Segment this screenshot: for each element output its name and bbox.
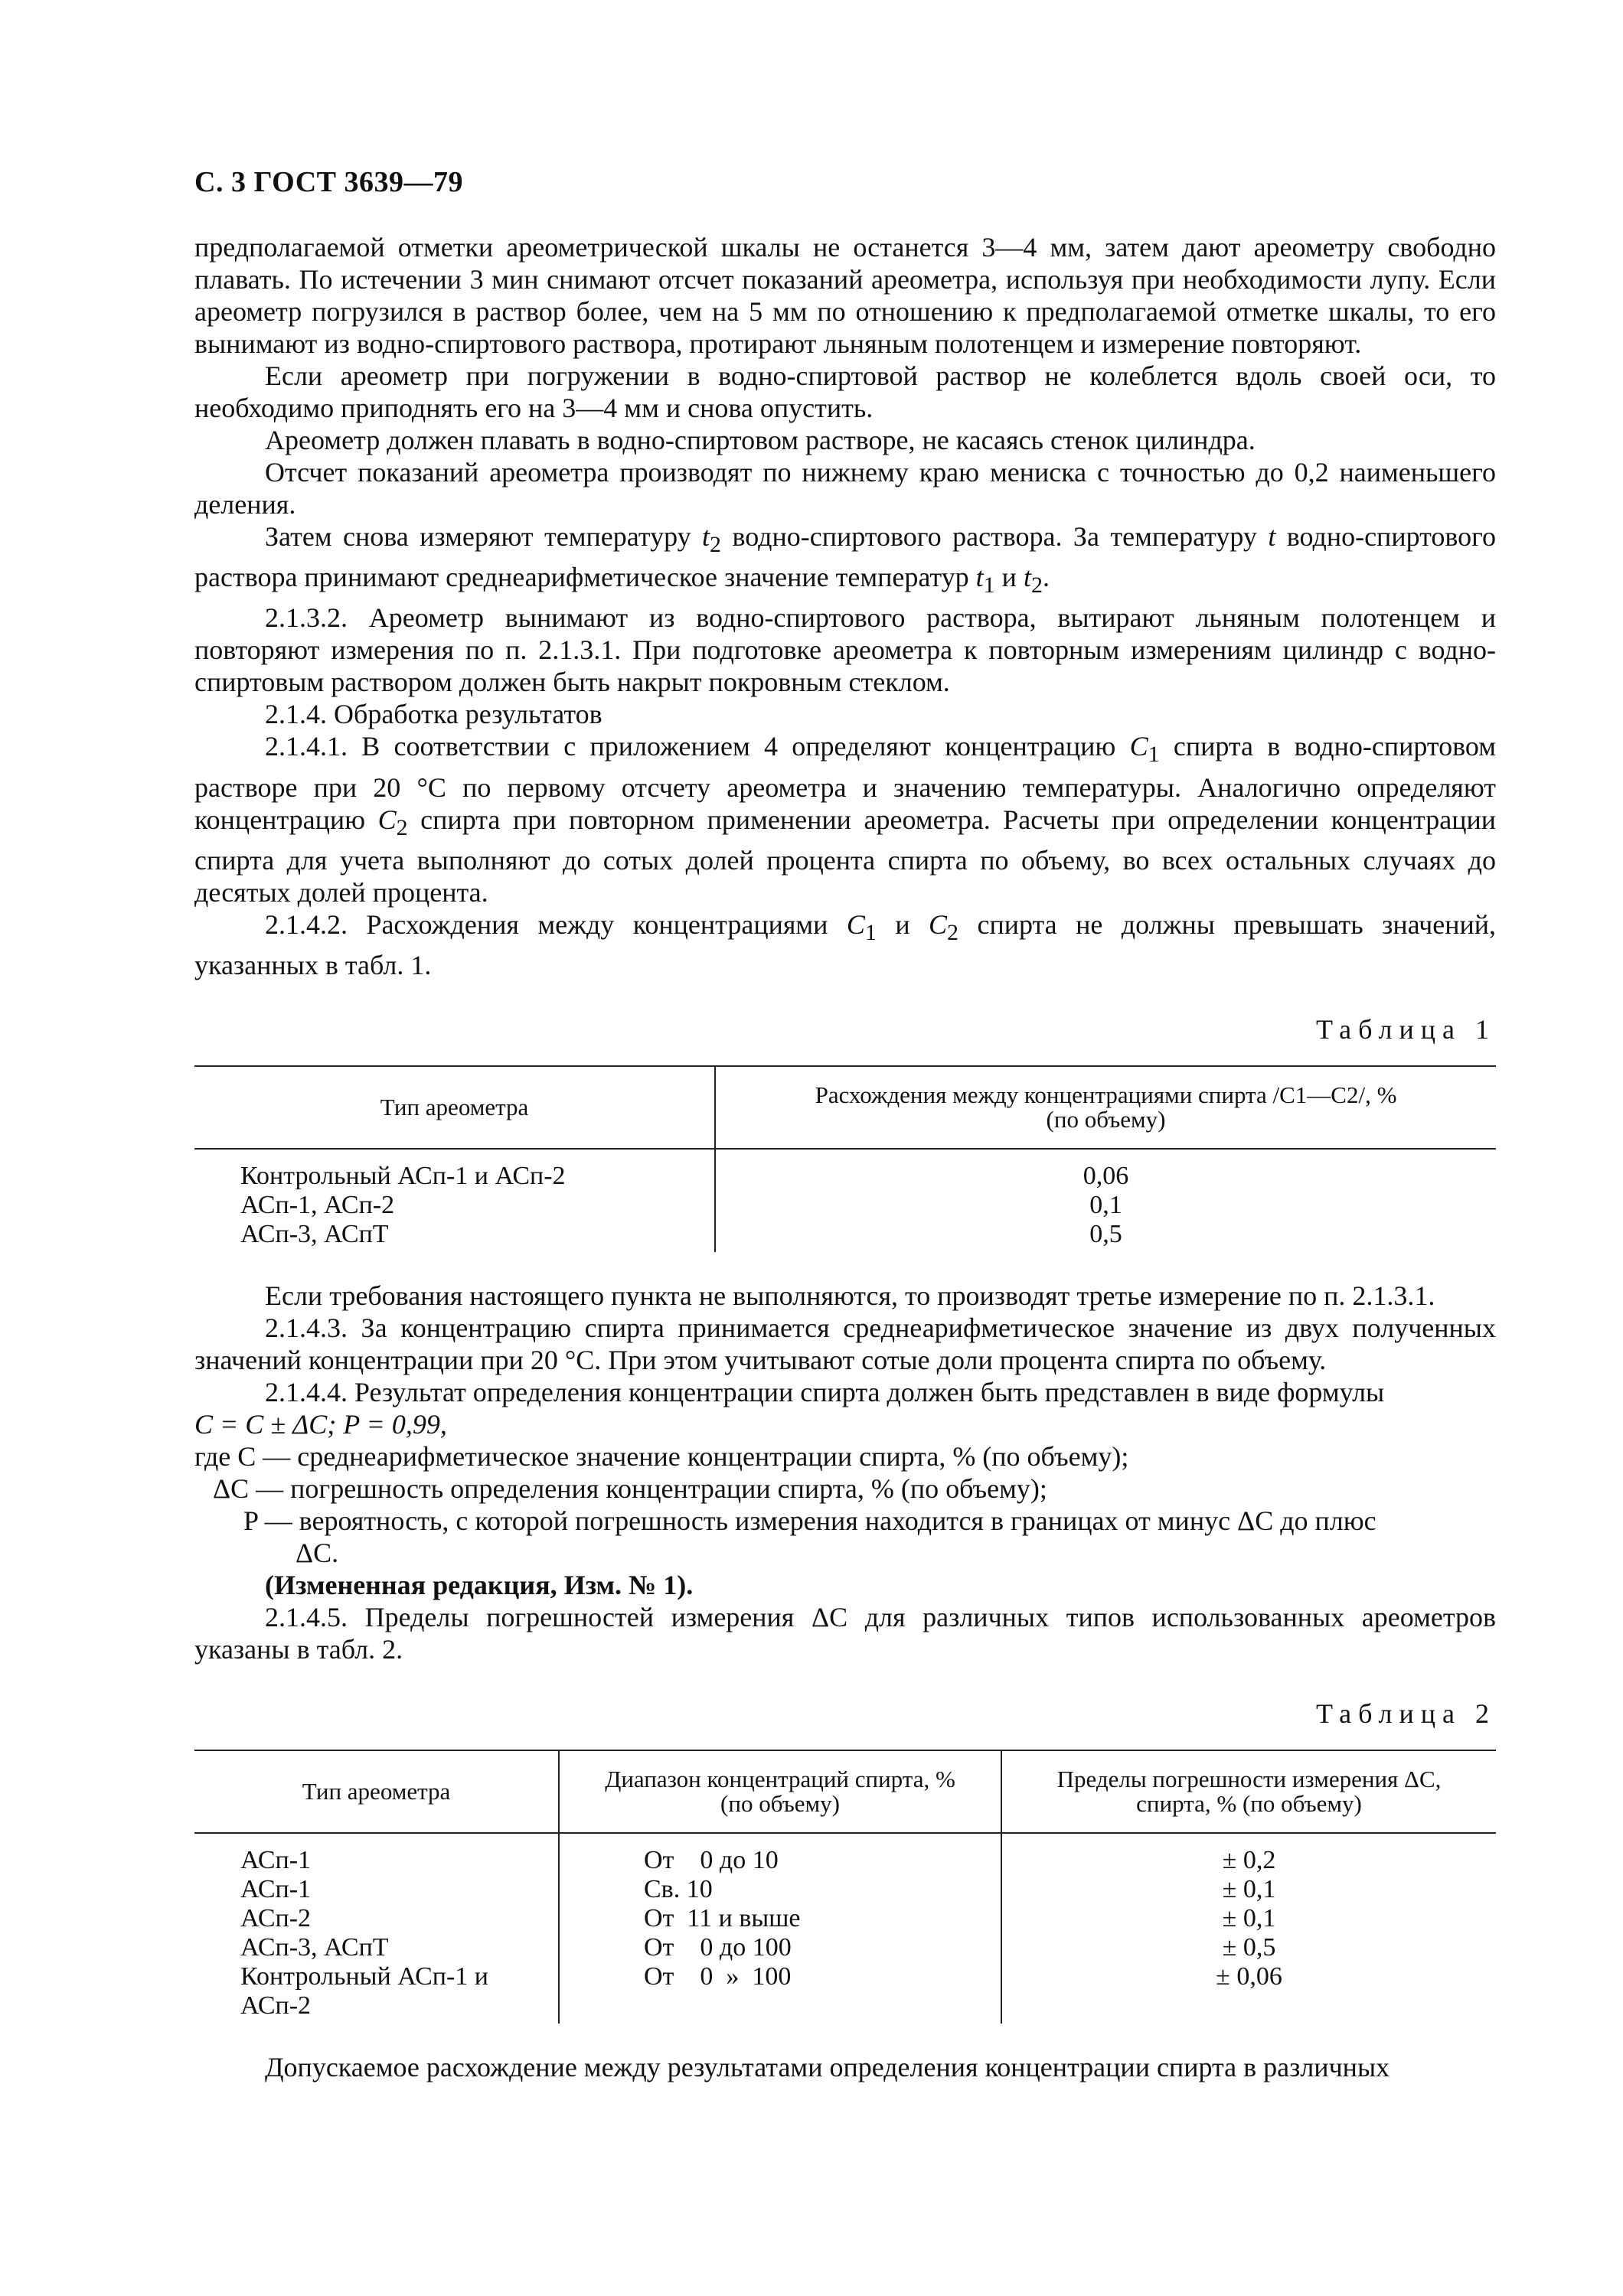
definition-delta-c: ΔC — погрешность определения концентрации спирта, % (по объему); <box>213 1473 1047 1504</box>
paragraph: Допускаемое расхождение между результатами определения концентрации спирта в различных <box>265 2051 1390 2082</box>
paragraph: Ареометр должен плавать в водно-спиртовом растворе, не касаясь стенок цилиндра. <box>265 425 1256 455</box>
paragraph: Отсчет показаний ареометра производят по нижнему краю мениска с точностью до 0,2 наименьшего деления. <box>194 457 1496 520</box>
document-page <box>194 0 1496 2296</box>
paragraph: 2.1.4.1. В соответствии с приложением 4 определяют концентрацию $C_1$ спирта в водно-спиртовом растворе при 20 °С по первому отсчету ареометра и значению температуры. Аналогично определяют концентрацию $C_2$ спирта при повторном применении ареометра. Расчеты при определении концентрации спирта для учета выполняют до сотых долей процента спирта по объему, во всех остальных случаях до десятых долей процента. <box>194 731 1496 908</box>
page-header: С. 3 ГОСТ 3639—79 <box>194 166 463 198</box>
paragraph: Если требования настоящего пункта не выполняются, то производят третье измерение по п. 2.1.3.1. <box>265 1280 1435 1311</box>
table-1 <box>194 1065 1496 1252</box>
table-caption: Таблица 1 <box>1316 1013 1496 1045</box>
table-header-cell: Расхождения между концентрациями спирта /C1—C2/, % (по объему) <box>715 1066 1496 1149</box>
table-row: АСп-3, АСпТ От 0 до 100 ± 0,5 <box>194 1933 1496 1962</box>
definition-p-cont: ΔC. <box>296 1537 339 1568</box>
table-header-cell: Пределы погрешности измерения ΔC, спирта, % (по объему) <box>1001 1750 1496 1833</box>
table-row: Контрольный АСп-1 и АСп-2 0,06 <box>194 1149 1496 1191</box>
paragraph: 2.1.4.5. Пределы погрешностей измерения ΔC для различных типов использованных ареометров указаны в табл. 2. <box>194 1601 1496 1665</box>
amendment-note: (Измененная редакция, Изм. № 1). <box>265 1569 694 1600</box>
table-header-cell: Тип ареометра <box>194 1750 559 1833</box>
table-caption: Таблица 2 <box>1316 1698 1496 1729</box>
paragraph: 2.1.3.2. Ареометр вынимают из водно-спиртового раствора, вытирают льняным полотенцем и повторяют измерения по п. 2.1.3.1. При подготовке ареометра к повторным измерениям цилиндр с водно-спиртовым раствором должен быть накрыт покровным стеклом. <box>194 602 1496 698</box>
paragraph: 2.1.4.2. Расхождения между концентрациями $C_1$ и $C_2$ спирта не должны превышать значений, указанных в табл. 1. <box>194 908 1496 980</box>
paragraph: Если ареометр при погружении в водно-спиртовой раствор не колеблется вдоль своей оси, то необходимо приподнять его на 3—4 мм и снова опустить. <box>194 360 1496 423</box>
table-header-cell: Тип ареометра <box>194 1066 715 1149</box>
table-row: АСп-1 От 0 до 10 ± 0,2 <box>194 1833 1496 1875</box>
table-row: Контрольный АСп-1 и АСп-2 От 0 » 100 ± 0,06 <box>194 1962 1496 2024</box>
paragraph: 2.1.4.4. Результат определения концентрации спирта должен быть представлен в виде формулы <box>265 1376 1385 1407</box>
section-heading: 2.1.4. Обработка результатов <box>265 699 603 730</box>
table-row: АСп-3, АСпТ 0,5 <box>194 1220 1496 1252</box>
definition-p: P — вероятность, с которой погрешность измерения находится в границах от минус ΔC до плюс <box>243 1505 1376 1536</box>
table-row: АСп-1 Св. 10 ± 0,1 <box>194 1875 1496 1904</box>
definition-c: где C — среднеарифметическое значение концентрации спирта, % (по объему); <box>194 1440 1129 1472</box>
table-2 <box>194 1750 1496 2024</box>
paragraph: Затем снова измеряют температуру $t_2$ водно-спиртового раствора. За температуру t водно-спиртового раствора принимают среднеарифметическое значение температур $t_1$ и $t_2$. <box>194 521 1496 598</box>
paragraph: 2.1.4.3. За концентрацию спирта принимается среднеарифметическое значение из двух полученных значений концентрации при 20 °С. При этом учитывают сотые доли процента спирта по объему. <box>194 1312 1496 1375</box>
document-body <box>194 231 1496 2083</box>
table-header-cell: Диапазон концентраций спирта, % (по объему) <box>559 1750 1001 1833</box>
formula: C = C ± ΔC; P = 0,99, <box>194 1408 447 1440</box>
table-row: АСп-2 От 11 и выше ± 0,1 <box>194 1904 1496 1933</box>
table-row: АСп-1, АСп-2 0,1 <box>194 1191 1496 1220</box>
paragraph: предполагаемой отметки ареометрической шкалы не останется 3—4 мм, затем дают ареометру свободно плавать. По истечении 3 мин снимают отсчет показаний ареометра, используя при необходимости лупу. Если ареометр погрузился в раствор более, чем на 5 мм по отношению к предполагаемой отметке шкалы, то его вынимают из водно-спиртового раствора, протирают льняным полотенцем и измерение повторяют. <box>194 232 1496 359</box>
